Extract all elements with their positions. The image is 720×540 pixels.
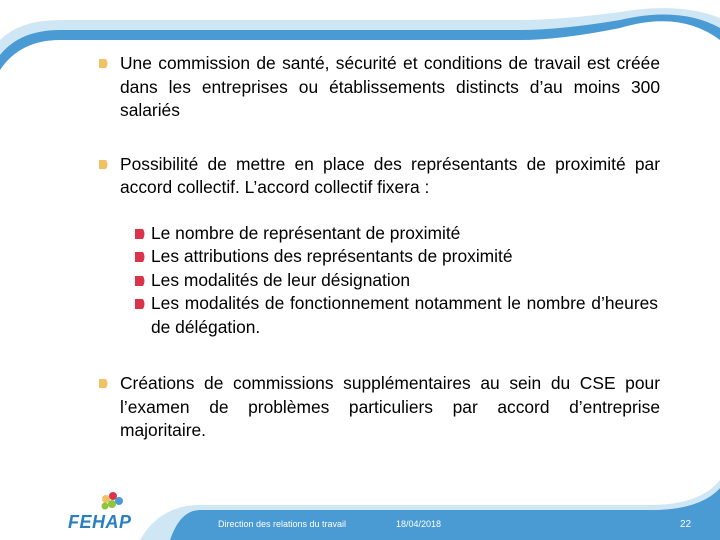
footer-department: Direction des relations du travail bbox=[218, 519, 347, 529]
sub-bullet-text: Les modalités de leur désignation bbox=[151, 269, 411, 290]
bullet-text: Une commission de santé, sécurité et conditions de travail est créée dans les entreprises ou établissements distincts d’au moins 300 salariés bbox=[120, 53, 660, 120]
sub-bullet-marker-icon bbox=[134, 251, 146, 263]
bullet-marker-icon bbox=[98, 378, 109, 389]
footer-date: 18/04/2018 bbox=[396, 519, 442, 529]
sub-bullet-text: Le nombre de représentant de proximité bbox=[151, 222, 461, 243]
main-content bbox=[98, 52, 660, 443]
sub-bullet-text: Les modalités de fonctionnement notamment le nombre d’heures de délégation. bbox=[151, 293, 658, 337]
sub-bullet-text: Les attributions des représentants de proximité bbox=[151, 246, 513, 266]
bullet-text: Créations de commissions supplémentaires au sein du CSE pour l’examen de problèmes particuliers par accord d’entreprise majoritaire. bbox=[120, 373, 660, 440]
bullet-item bbox=[98, 372, 660, 443]
bullet-item bbox=[98, 153, 660, 200]
sub-bullet-item bbox=[134, 292, 658, 339]
bullet-marker-icon bbox=[98, 159, 109, 170]
sub-bullet-marker-icon bbox=[134, 275, 146, 287]
sub-bullet-item bbox=[134, 269, 658, 293]
bullet-marker-icon bbox=[98, 58, 109, 69]
bullet-item bbox=[98, 52, 660, 123]
sub-bullet-item bbox=[134, 245, 658, 269]
sub-bullet-marker-icon bbox=[134, 298, 146, 310]
sub-bullet-item bbox=[134, 222, 658, 246]
sub-bullet-list bbox=[134, 222, 658, 340]
bullet-text: Possibilité de mettre en place des représentants de proximité par accord collectif. L’accord collectif fixera : bbox=[120, 153, 660, 197]
page-number: 22 bbox=[680, 519, 692, 530]
sub-bullet-marker-icon bbox=[134, 228, 146, 240]
logo-wordmark: FEHAP bbox=[68, 512, 132, 532]
